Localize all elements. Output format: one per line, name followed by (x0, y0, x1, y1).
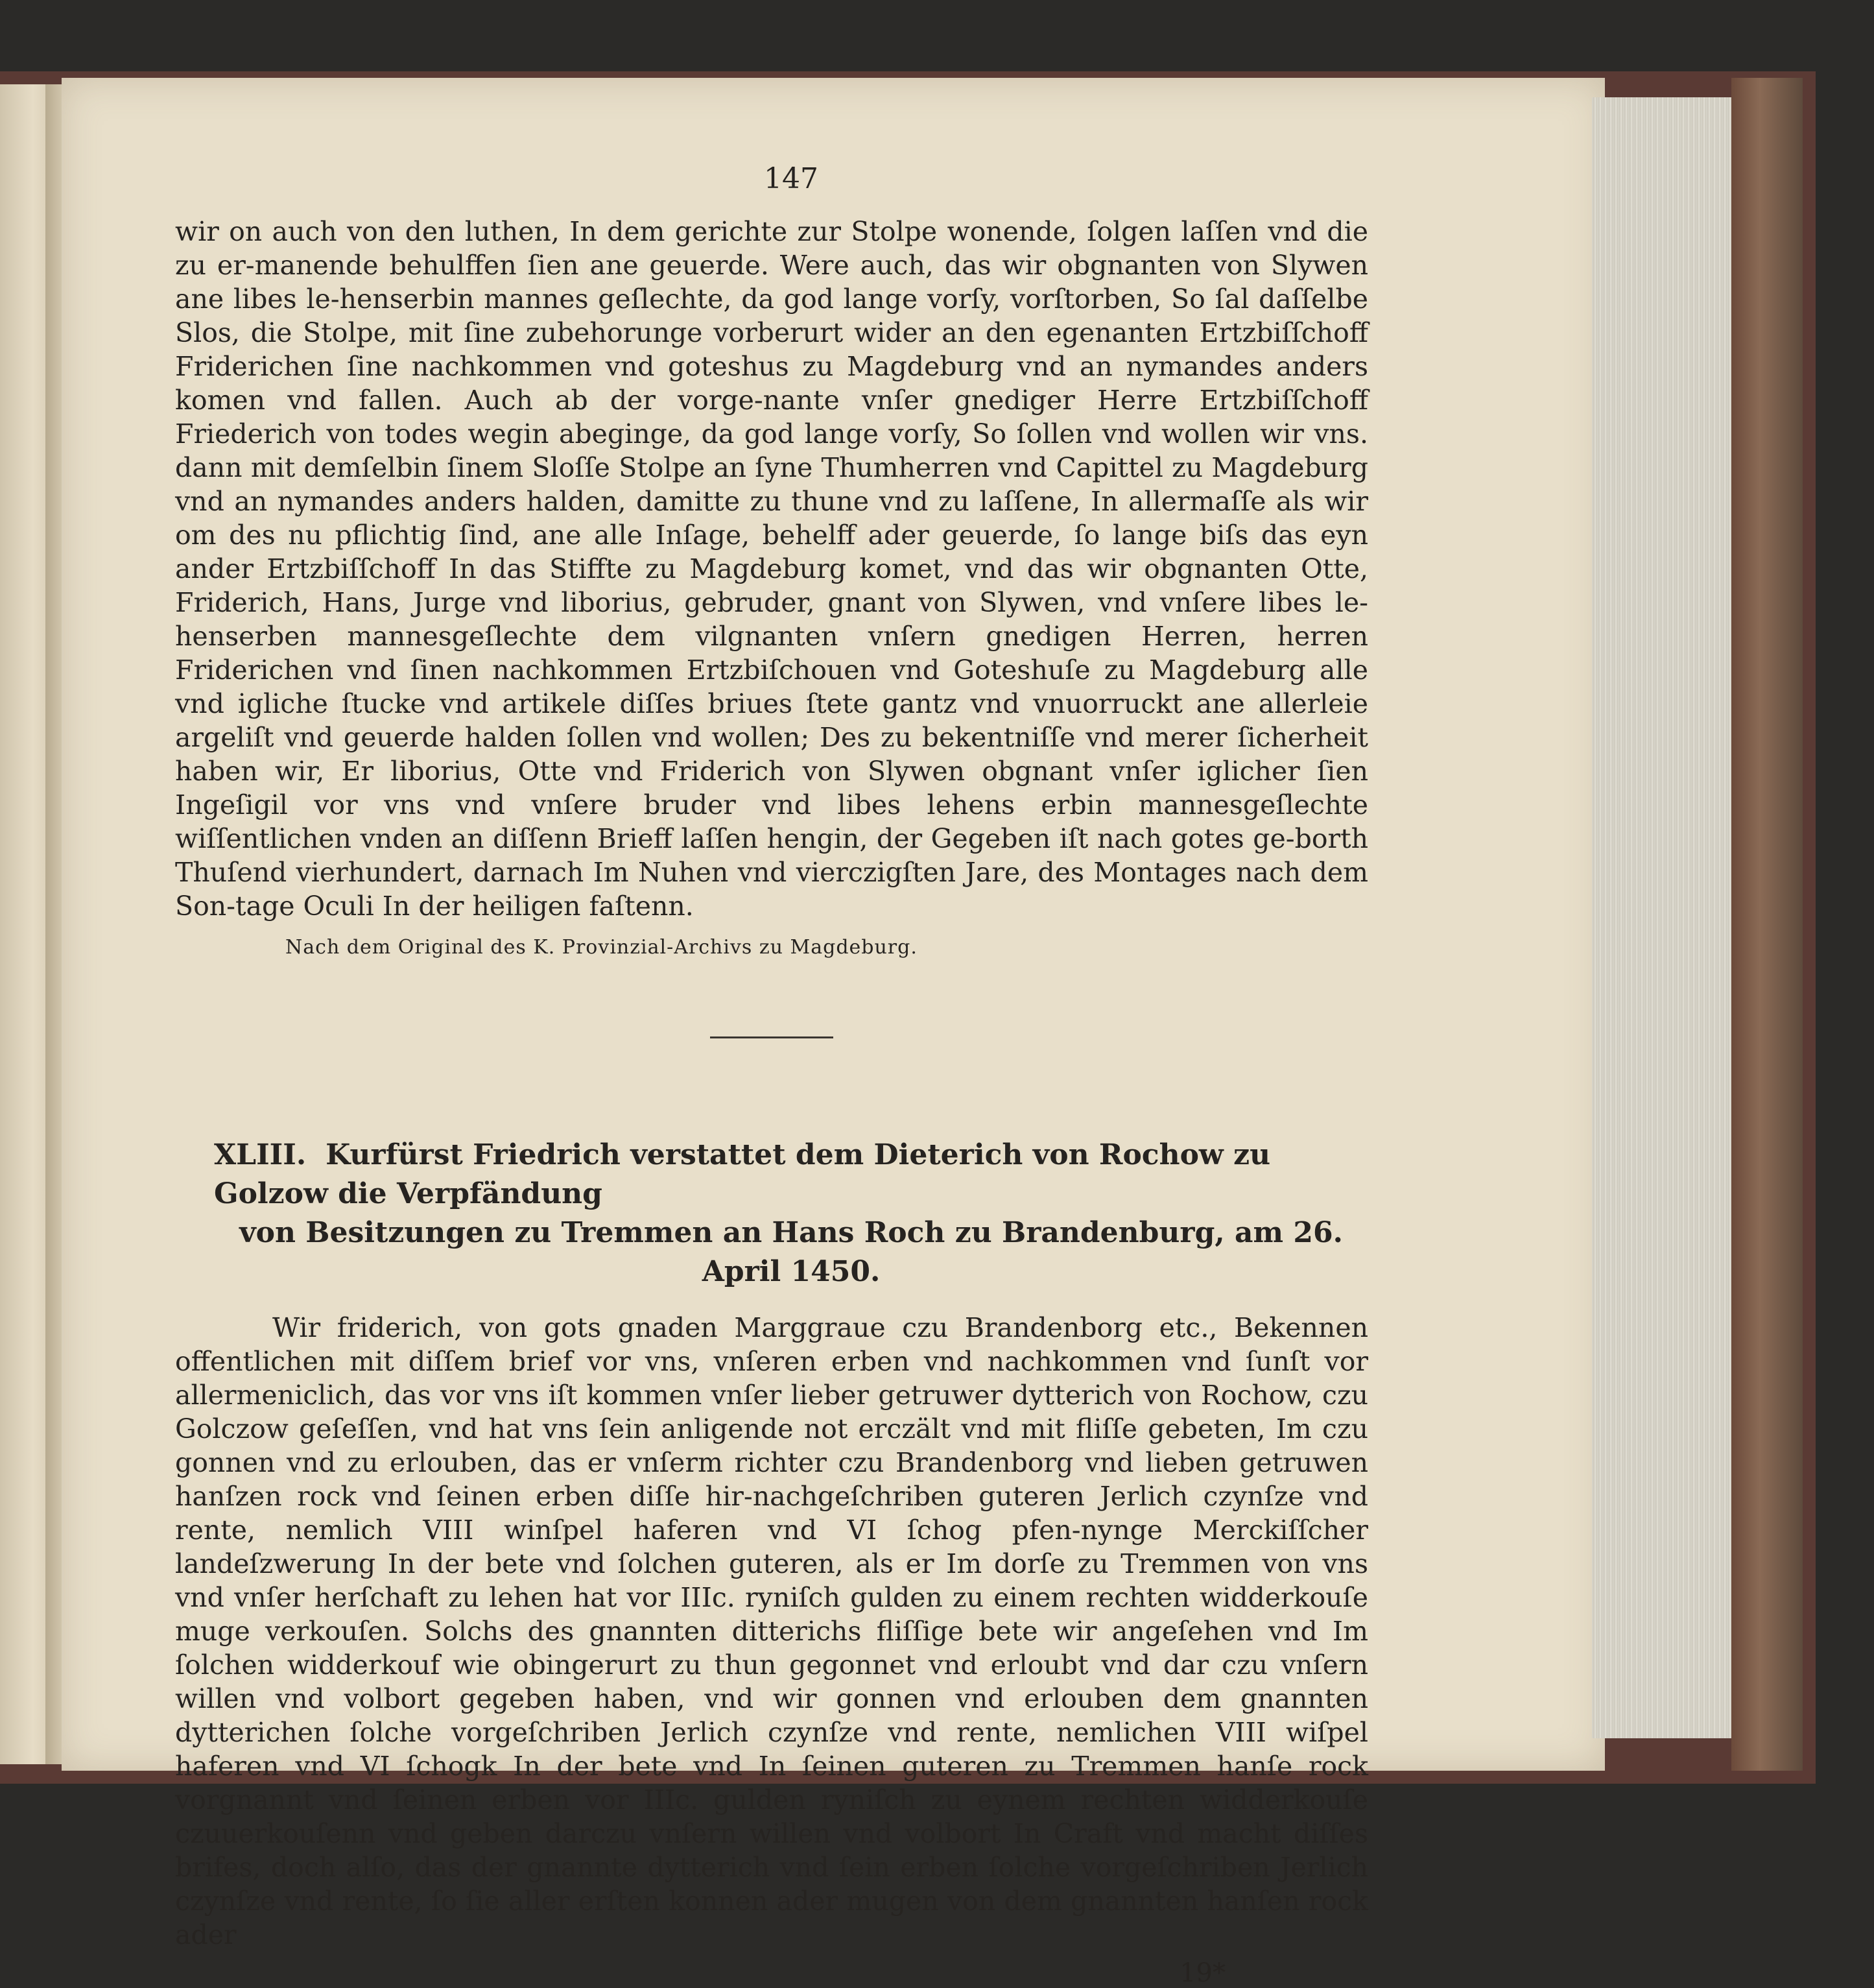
document-body-text: Wir friderich, von gots gnaden Marggraue czu Brandenborg etc., Bekennen offentlichen mit diſſem brief vor vns, vnſeren erben vnd nachkommen vnd ſunſt vor allermeniclich, das vor vns iſt kommen vnſer lieber getruwer dytterich von Rochow, czu Golczow geſeſſen, vnd hat vns ſein anligende not erczält vnd mit fliſſe gebeten, Im czu gonnen vnd zu erlouben, das er vnſerm richter czu Brandenborg vnd lieben getruwen hanſzen rock vnd ſeinen erben diſſe hir-nachgeſchriben guteren Jerlich czynſze vnd rente, nemlich VIII winſpel haferen vnd VI ſchog pfen-nynge Merckiſſcher landeſzwerung In der bete vnd ſolchen guteren, als er Im dorſe zu Tremmen von vns vnd vnſer herſchaft zu lehen hat vor IIIc. ryniſch gulden zu einem rechten widderkouſe muge verkouſen. Solchs des gnannten ditterichs fliſſige bete wir angeſehen vnd Im ſolchen widderkouf wie obingerurt zu thun gegonnet vnd erloubt vnd dar czu vnſern willen vnd volbort gegeben haben, vnd wir gonnen vnd erlouben dem gnannten dytterichen ſolche vorgeſchriben Jerlich czynſze vnd rente, nemlichen VIII wiſpel haferen vnd VI ſchogk In der bete vnd In ſeinen guteren zu Tremmen hanſe rock vorgnannt vnd ſeinen erben vor IIIc. gulden ryniſch zu eynem rechten widderkouſe czuuerkouſenn vnd geben darczu vnſern willen vnd volbort In Craft vnd macht diſſes brifes, doch alſo, das der gnannte dytterich vnd ſein erben ſolche vorgeſchriben Jerlich czynſze vnd rente, ſo ſie aller erſten konnen ader mugen von dem gnannten hanſen rock ader (175, 1312, 1368, 1950)
section-title-line2: von Besitzungen zu Tremmen an Hans Roch zu Brandenburg, am 26. April 1450. (239, 1216, 1343, 1288)
section-heading (175, 1136, 1368, 1291)
page-content (175, 162, 1368, 1988)
section-divider (710, 1036, 833, 1038)
page-number: 147 (764, 162, 818, 195)
section-title-line1: Kurfürst Friedrich verstattet dem Dieterich von Rochow zu Golzow die Verpfändung (214, 1138, 1271, 1210)
page-stack-edges (1592, 97, 1735, 1738)
section-number: XLIII. (214, 1138, 307, 1171)
continued-document-text: wir on auch von den luthen, In dem gerichte zur Stolpe wonende, ſolgen laſſen vnd die zu er-manende behulffen ſien ane geuerde. Were auch, das wir obgnanten von Slywen ane libes le-henserbin mannes geſlechte, da god lange vorſy, vorſtorben, So ſal daſſelbe Slos, die Stolpe, mit ſine zubehorunge vorberurt wider an den egenanten Ertzbiſſchoff Friderichen ſine nachkommen vnd goteshus zu Magdeburg vnd an nymandes anders komen vnd fallen. Auch ab der vorge-nante vnſer gnediger Herre Ertzbiſſchoff Friederich von todes wegin abeginge, da god lange vorſy, So ſollen vnd wollen wir vns. dann mit demſelbin ſinem Sloſſe Stolpe an ſyne Thumherren vnd Capittel zu Magdeburg vnd an nymandes anders halden, damitte zu thune vnd zu laſſene, In allermaſſe als wir om des nu pflichtig ſind, ane alle Inſage, behelff ader geuerde, ſo lange biſs das eyn ander Ertzbiſſchoff In das Stiffte zu Magdeburg komet, vnd das wir obgnanten Otte, Friderich, Hans, Jurge vnd liborius, gebruder, gnant von Slywen, vnd vnſere libes le-henserben mannesgeſlechte dem vilgnanten vnſern gnedigen Herren, herren Friderichen vnd ſinen nachkommen Ertzbiſchouen vnd Goteshuſe zu Magdeburg alle vnd igliche ſtucke vnd artikele diſſes briues ſtete gantz vnd vnuorruckt ane allerleie argeliſt vnd geuerde halden ſollen vnd wollen; Des zu bekentniſſe vnd merer ſicherheit haben wir, Er liborius, Otte vnd Friderich von Slywen obgnant vnſer iglicher ſien Ingeſigil vor vns vnd vnſere bruder vnd libes lehens erbin mannesgeſlechte wiſſentlichen vnden an diſſenn Brieff laſſen hengin, der Gegeben iſt nach gotes ge-borth Thuſend vierhundert, darnach Im Nuhen vnd vierczigſten Jare, des Montages nach dem Son-tage Oculi In der heiligen faſtenn. (175, 216, 1368, 922)
back-cover (1731, 78, 1803, 1771)
signature-mark: 19* (1180, 1958, 1226, 1988)
source-note: Nach dem Original des K. Provinzial-Archivs zu Magdeburg. (285, 936, 918, 959)
